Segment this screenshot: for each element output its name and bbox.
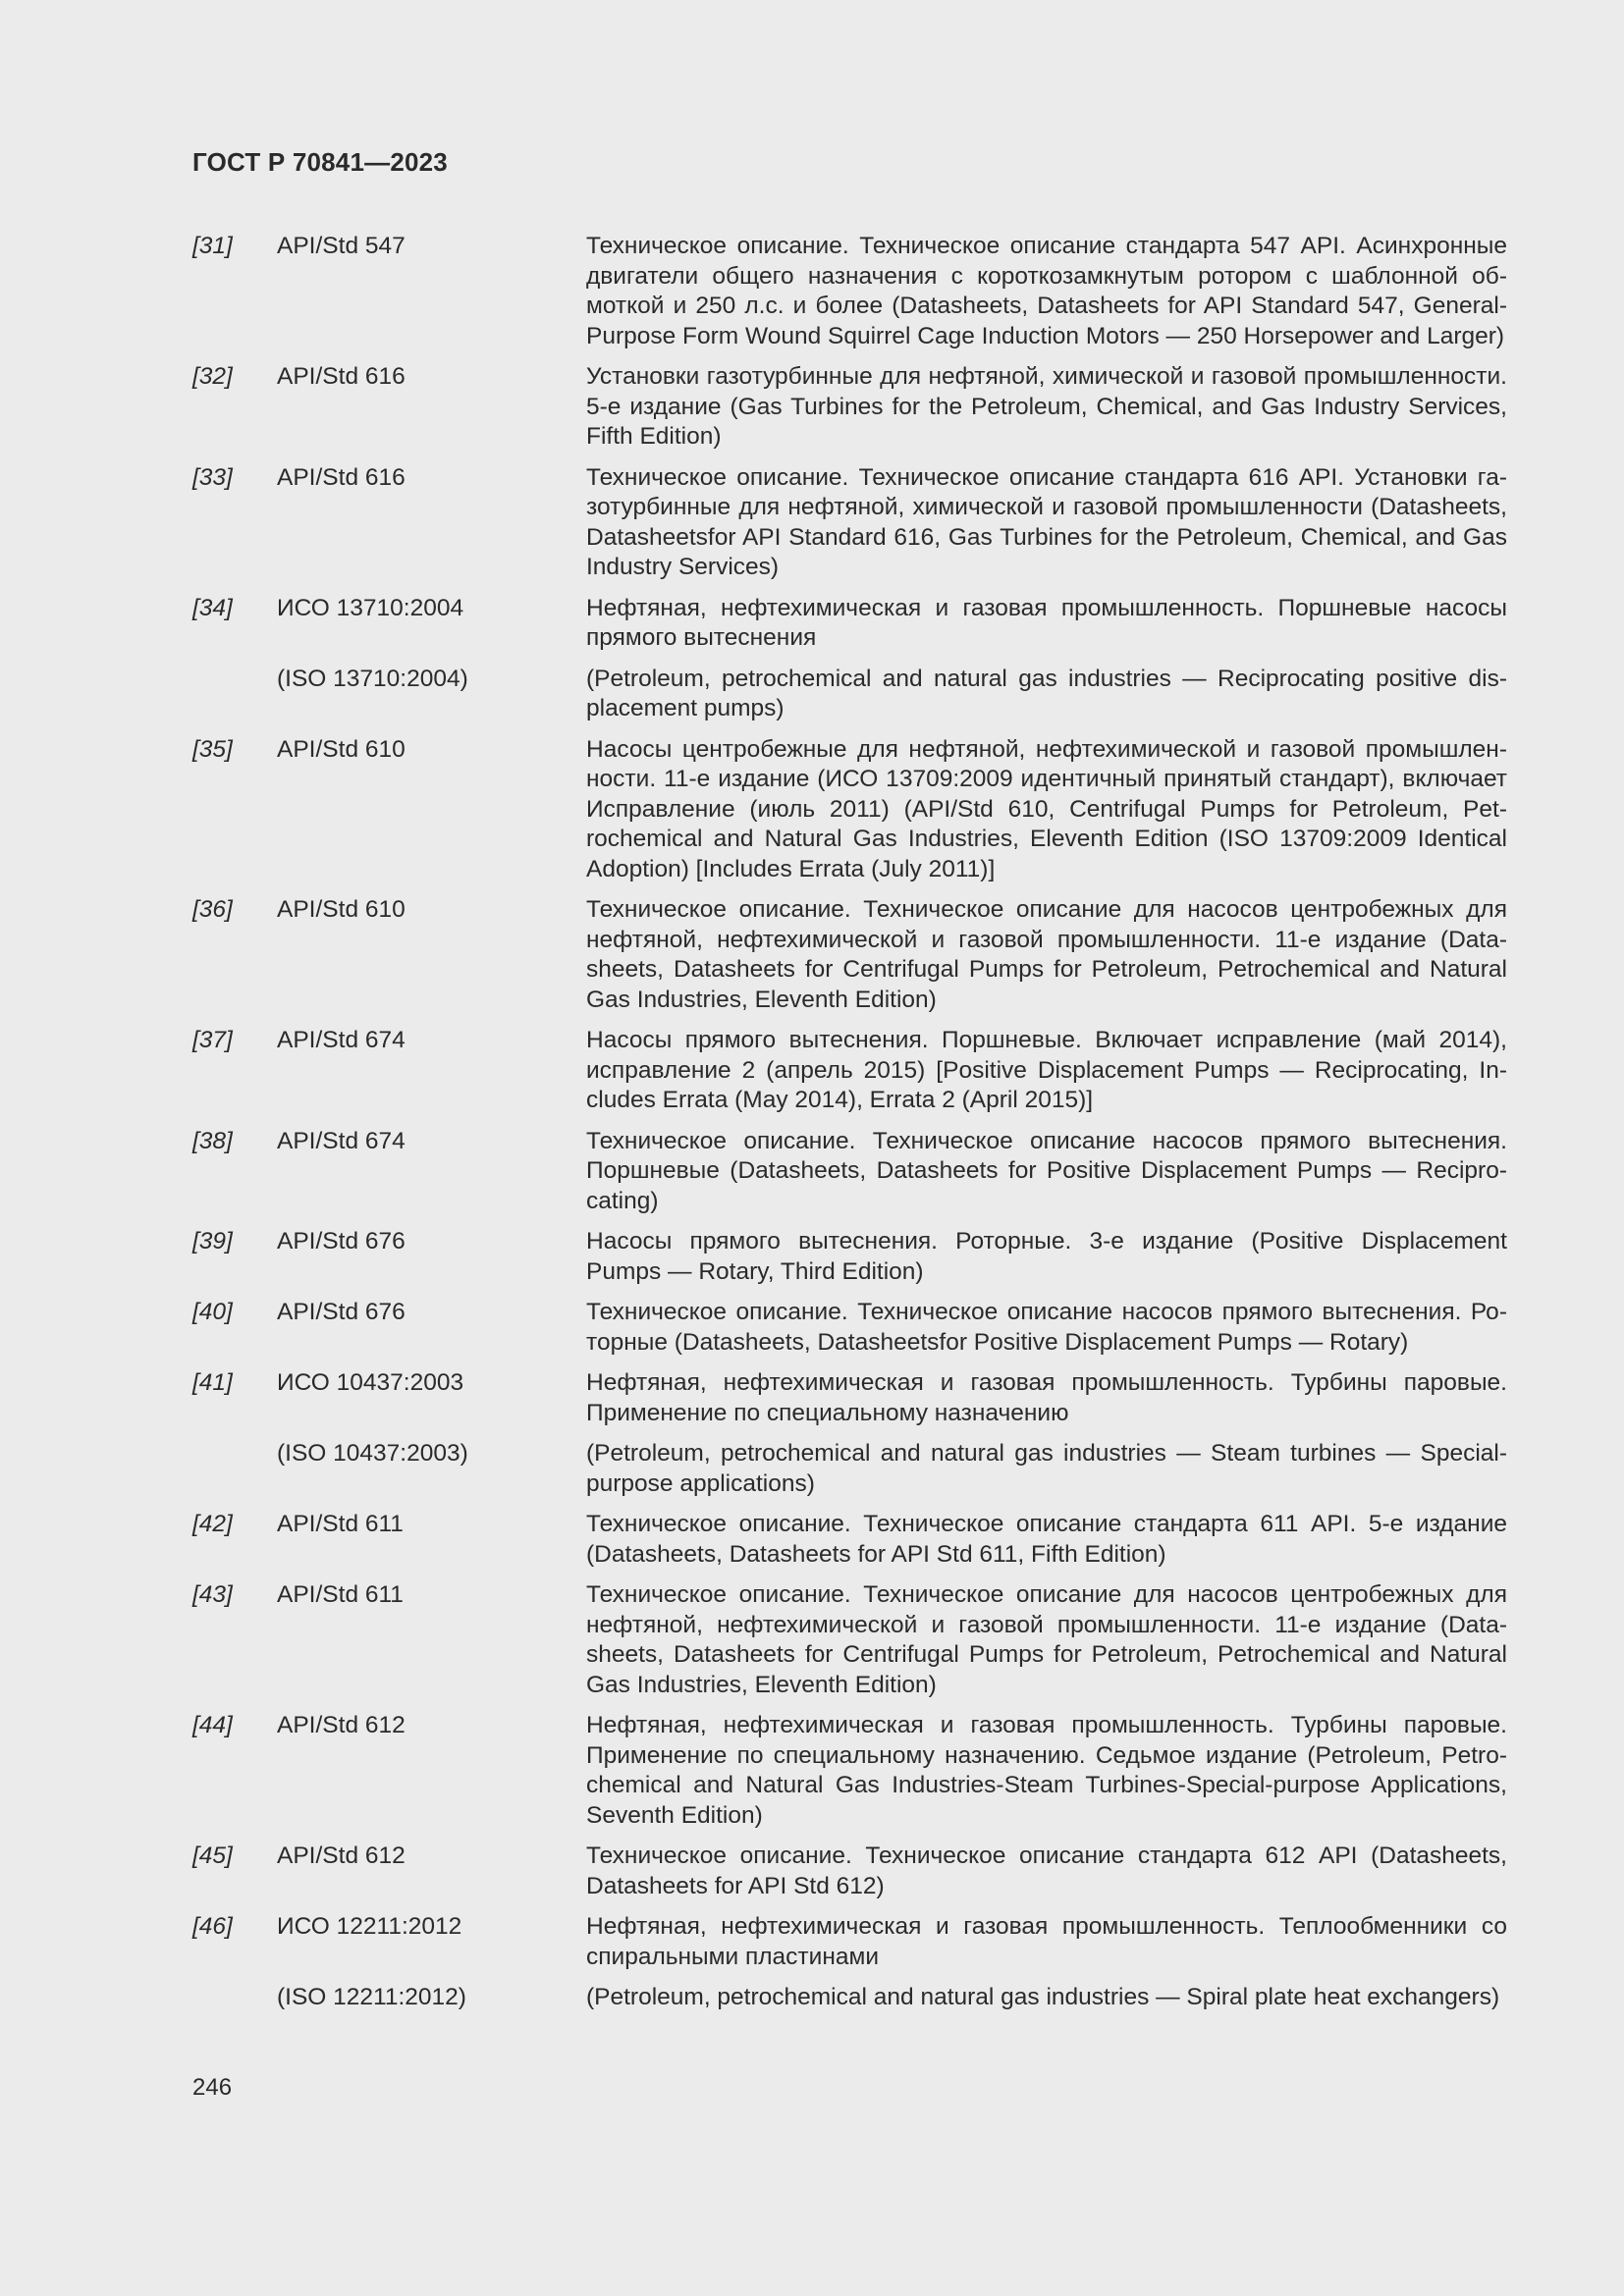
entry-number: [40] [192, 1299, 233, 1325]
bibliography-entry [192, 463, 1508, 583]
entry-standard-code: ИСО 10437:2003 [277, 1369, 464, 1396]
entry-standard-code: API/Std 674 [277, 1127, 406, 1154]
entry-description: Техническое описание. Техническое описание стандарта 612 API (Datasheets, Datasheets for API Std 612) [586, 1842, 1507, 1899]
bibliography-entry [192, 1026, 1508, 1116]
bibliography-entry [192, 1983, 1508, 2013]
bibliography-entry [192, 594, 1508, 654]
entry-number: [35] [192, 735, 233, 763]
bibliography-entry [192, 1439, 1508, 1499]
entry-standard-code: ИСО 12211:2012 [277, 1913, 462, 1940]
bibliography-entry [192, 665, 1508, 724]
bibliography-entry [192, 1510, 1508, 1570]
bibliography-entry [192, 1227, 1508, 1287]
entry-standard-code: ИСО 13710:2004 [277, 594, 464, 621]
entry-number: [33] [192, 463, 233, 491]
entry-number [192, 665, 277, 724]
bibliography-entry [192, 735, 1508, 885]
bibliography-entry [192, 895, 1508, 1015]
entry-number: [39] [192, 1228, 233, 1255]
bibliography-entry [192, 1580, 1508, 1700]
bibliography-entry [192, 232, 1508, 351]
entry-description: Техническое описание. Техническое описание для насосов центробежных для нефтяной, нефтехимической и газовой промышленности. 11-е издание (Datasheets, Datasheets for Centrifugal Pumps for Petroleum, Petrochemical and Natural Gas Industries, Eleventh Edition) [586, 1581, 1507, 1698]
entry-standard-code: API/Std 616 [277, 463, 406, 491]
entry-standard-code: API/Std 610 [277, 896, 406, 923]
entry-number: [37] [192, 1027, 233, 1053]
entry-standard-code: API/Std 547 [277, 233, 406, 259]
entry-standard-code: API/Std 616 [277, 363, 406, 390]
entry-description: Нефтяная, нефтехимическая и газовая промышленность. Теплообменники со спиральными пластинами [586, 1913, 1507, 1970]
bibliography-entry [192, 1298, 1508, 1358]
entry-description: Техническое описание. Техническое описание стандарта 547 API. Асинхронные двигатели общего назначения с короткозамкнутым ротором с шаблонной обмоткой и 250 л.с. и более (Datasheets, Datasheets for API Standard 547, General-Purpose Form Wound Squirrel Cage Induction Motors — 250 Horsepower and Larger) [586, 233, 1507, 349]
entry-description: Нефтяная, нефтехимическая и газовая промышленность. Турбины паровые. Применение по специальному назначению [586, 1369, 1507, 1426]
entry-number: [38] [192, 1127, 233, 1154]
entry-number: [43] [192, 1581, 233, 1608]
entry-number [192, 1983, 277, 2013]
bibliography-entry [192, 1842, 1508, 1901]
entry-standard-code: API/Std 676 [277, 1299, 406, 1325]
entry-description: Насосы центробежные для нефтяной, нефтехимической и газовой промышленности. 11-е издание (ИСО 13709:2009 идентичный принятый стандарт), включает Исправление (июль 2011) (API/Std 610, Centrifugal Pumps for Petroleum, Petrochemical and Natural Gas Industries, Eleventh Edition (ISO 13709:2009 Identical Adoption) [Includes Errata (July 2011)] [586, 735, 1507, 882]
bibliography-entry [192, 362, 1508, 453]
entry-standard-code: (ISO 12211:2012) [277, 1984, 466, 2010]
entry-description: Техническое описание. Техническое описание насосов прямого вытеснения. Роторные (Datasheets, Datasheetsfor Positive Displacement Pumps — Rotary) [586, 1299, 1507, 1356]
entry-number: [31] [192, 233, 233, 259]
entry-description: Насосы прямого вытеснения. Роторные. 3-е издание (Positive Displacement Pumps — Rotary, Third Edition) [586, 1228, 1507, 1285]
entry-description: Техническое описание. Техническое описание для насосов центробежных для нефтяной, нефтехимической и газовой промышленности. 11-е издание (Datasheets, Datasheets for Centrifugal Pumps for Petroleum, Petrochemical and Natural Gas Industries, Eleventh Edition) [586, 896, 1507, 1013]
page-number: 246 [192, 2074, 233, 2101]
entry-description: Установки газотурбинные для нефтяной, химической и газовой промышленности. 5-е издание (Gas Turbines for the Petroleum, Chemical, and Gas Industry Services, Fifth Edition) [586, 363, 1507, 450]
entry-number: [46] [192, 1913, 233, 1940]
bibliography-entry [192, 1368, 1508, 1428]
entry-number: [45] [192, 1842, 233, 1869]
entry-number: [32] [192, 363, 233, 390]
entry-number: [44] [192, 1712, 233, 1738]
entry-standard-code: API/Std 674 [277, 1027, 406, 1053]
entry-number: [36] [192, 896, 233, 923]
entry-standard-code: API/Std 612 [277, 1712, 406, 1738]
entry-description: Нефтяная, нефтехимическая и газовая промышленность. Турбины паровые. Применение по специальному назначению. Седьмое издание (Petroleum, Petrochemical and Natural Gas Industries-Steam Turbines-Special-purpose Applications, Seventh Edition) [586, 1712, 1507, 1829]
entry-description: Техническое описание. Техническое описание стандарта 611 API. 5-е издание (Datasheets, Datasheets for API Std 611, Fifth Edition) [586, 1511, 1507, 1568]
entry-description: (Petroleum, petrochemical and natural gas industries — Spiral plate heat exchangers) [586, 1984, 1500, 2010]
entry-standard-code: API/Std 612 [277, 1842, 406, 1869]
entry-description: Техническое описание. Техническое описание насосов прямого вытеснения. Поршневые (Datasheets, Datasheets for Positive Displacement Pumps — Reciprocating) [586, 1127, 1507, 1214]
bibliography-list [192, 232, 1508, 2024]
entry-standard-code: (ISO 13710:2004) [277, 665, 468, 692]
entry-number: [41] [192, 1369, 233, 1396]
bibliography-entry [192, 1127, 1508, 1217]
entry-standard-code: API/Std 611 [277, 1511, 404, 1537]
entry-number: [42] [192, 1511, 233, 1537]
entry-standard-code: API/Std 611 [277, 1581, 404, 1608]
entry-description: (Petroleum, petrochemical and natural gas industries — Reciprocating positive displacement pumps) [586, 665, 1507, 721]
entry-number: [34] [192, 594, 233, 621]
entry-number [192, 1439, 277, 1499]
entry-standard-code: API/Std 610 [277, 735, 406, 763]
entry-description: Насосы прямого вытеснения. Поршневые. Включает исправление (май 2014), исправление 2 (апрель 2015) [Positive Displacement Pumps — Reciprocating, Includes Errata (May 2014), Errata 2 (April 2015)] [586, 1027, 1507, 1113]
bibliography-entry [192, 1912, 1508, 1972]
entry-description: Нефтяная, нефтехимическая и газовая промышленность. Поршневые насосы прямого вытеснения [586, 594, 1507, 651]
entry-standard-code: (ISO 10437:2003) [277, 1440, 468, 1467]
bibliography-entry [192, 1711, 1508, 1831]
entry-description: (Petroleum, petrochemical and natural gas industries — Steam turbines — Special-purpose applications) [586, 1440, 1507, 1497]
entry-description: Техническое описание. Техническое описание стандарта 616 API. Установки газотурбинные для нефтяной, химической и газовой промышленности (Datasheets, Datasheetsfor API Standard 616, Gas Turbines for the Petroleum, Chemical, and Gas Industry Services) [586, 463, 1507, 580]
document-header-title: ГОСТ Р 70841—2023 [192, 147, 448, 177]
entry-standard-code: API/Std 676 [277, 1228, 406, 1255]
